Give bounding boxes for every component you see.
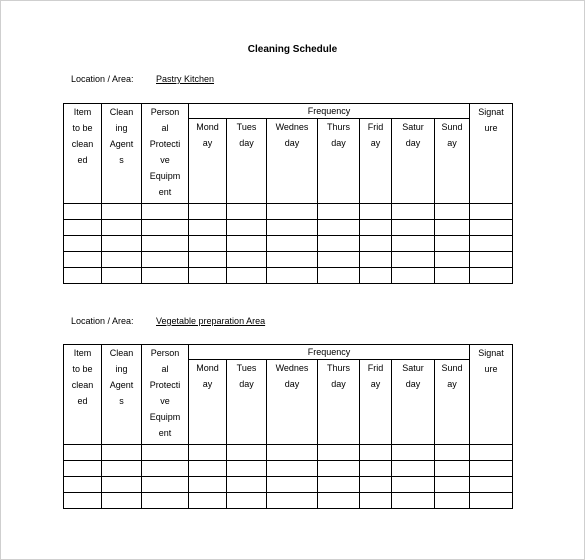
cell[interactable] [64, 252, 102, 268]
cell[interactable] [64, 461, 102, 477]
cell[interactable] [392, 477, 435, 493]
cell[interactable] [189, 252, 227, 268]
header-day-monday: Mond ay [189, 360, 227, 445]
cell[interactable] [360, 477, 392, 493]
cell[interactable] [102, 445, 142, 461]
cell[interactable] [189, 477, 227, 493]
header-day-saturday: Satur day [392, 360, 435, 445]
cell[interactable] [435, 461, 470, 477]
cell[interactable] [318, 236, 360, 252]
cell[interactable] [142, 493, 189, 509]
cell[interactable] [64, 477, 102, 493]
cell[interactable] [392, 252, 435, 268]
cell[interactable] [360, 204, 392, 220]
cell[interactable] [318, 268, 360, 284]
cell[interactable] [227, 252, 267, 268]
header-item: Item to be clean ed [64, 345, 102, 445]
cell[interactable] [64, 493, 102, 509]
cell[interactable] [142, 236, 189, 252]
header-cleaning-agents: Clean ing Agent s [102, 345, 142, 445]
cell[interactable] [470, 477, 513, 493]
cell[interactable] [470, 268, 513, 284]
cleaning-table-2 [63, 344, 513, 509]
cell[interactable] [189, 461, 227, 477]
cell[interactable] [360, 445, 392, 461]
header-day-friday: Frid ay [360, 360, 392, 445]
cell[interactable] [189, 220, 227, 236]
cell[interactable] [142, 461, 189, 477]
cell[interactable] [267, 220, 318, 236]
table-row [64, 445, 513, 461]
cell[interactable] [318, 220, 360, 236]
cell[interactable] [267, 204, 318, 220]
cell[interactable] [227, 493, 267, 509]
header-day-wednesday: Wednes day [267, 119, 318, 204]
cell[interactable] [102, 252, 142, 268]
cell[interactable] [435, 236, 470, 252]
cell[interactable] [435, 268, 470, 284]
table-row [64, 493, 513, 509]
cell[interactable] [318, 493, 360, 509]
cell[interactable] [227, 204, 267, 220]
cell[interactable] [470, 252, 513, 268]
table-row [64, 220, 513, 236]
cell[interactable] [64, 445, 102, 461]
cell[interactable] [64, 236, 102, 252]
cell[interactable] [318, 461, 360, 477]
cell[interactable] [189, 204, 227, 220]
header-day-wednesday: Wednes day [267, 360, 318, 445]
cell[interactable] [470, 461, 513, 477]
table-row [64, 461, 513, 477]
cell[interactable] [318, 252, 360, 268]
cell[interactable] [435, 477, 470, 493]
cell[interactable] [435, 493, 470, 509]
header-day-tuesday: Tues day [227, 119, 267, 204]
header-day-sunday: Sund ay [435, 360, 470, 445]
cell[interactable] [392, 445, 435, 461]
header-day-thursday: Thurs day [318, 360, 360, 445]
cell[interactable] [392, 204, 435, 220]
header-frequency: Frequency [189, 104, 470, 119]
cell[interactable] [360, 493, 392, 509]
location-value: Vegetable preparation Area [156, 316, 266, 326]
header-item: Item to be clean ed [64, 104, 102, 204]
cell[interactable] [227, 236, 267, 252]
header-ppe: Person al Protecti ve Equipm ent [142, 345, 189, 445]
cell[interactable] [64, 204, 102, 220]
cell[interactable] [227, 461, 267, 477]
cell[interactable] [102, 493, 142, 509]
cell[interactable] [102, 268, 142, 284]
cell[interactable] [318, 445, 360, 461]
cell[interactable] [470, 220, 513, 236]
cell[interactable] [64, 268, 102, 284]
cell[interactable] [360, 461, 392, 477]
cell[interactable] [360, 252, 392, 268]
cell[interactable] [267, 477, 318, 493]
cell[interactable] [102, 236, 142, 252]
header-day-sunday: Sund ay [435, 119, 470, 204]
cell[interactable] [267, 445, 318, 461]
cell[interactable] [227, 268, 267, 284]
cell[interactable] [392, 461, 435, 477]
cell[interactable] [360, 236, 392, 252]
cell[interactable] [142, 252, 189, 268]
cell[interactable] [267, 268, 318, 284]
header-day-thursday: Thurs day [318, 119, 360, 204]
cell[interactable] [470, 493, 513, 509]
table-row [64, 268, 513, 284]
cell[interactable] [189, 445, 227, 461]
location-label: Location / Area: [71, 74, 134, 84]
header-day-saturday: Satur day [392, 119, 435, 204]
cell[interactable] [435, 445, 470, 461]
cleaning-table-1 [63, 103, 513, 284]
cell[interactable] [470, 236, 513, 252]
cell[interactable] [227, 445, 267, 461]
header-signature: Signat ure [470, 104, 513, 204]
location-line-2 [71, 316, 266, 326]
cell[interactable] [227, 220, 267, 236]
cell[interactable] [142, 477, 189, 493]
cell[interactable] [64, 220, 102, 236]
cell[interactable] [189, 268, 227, 284]
cell[interactable] [435, 204, 470, 220]
cell[interactable] [435, 252, 470, 268]
cell[interactable] [470, 445, 513, 461]
cell[interactable] [267, 236, 318, 252]
cell[interactable] [435, 220, 470, 236]
table-row [64, 252, 513, 268]
location-label: Location / Area: [71, 316, 134, 326]
cell[interactable] [267, 461, 318, 477]
header-day-tuesday: Tues day [227, 360, 267, 445]
cell[interactable] [227, 477, 267, 493]
cell[interactable] [392, 220, 435, 236]
cell[interactable] [318, 204, 360, 220]
cell[interactable] [470, 204, 513, 220]
cell[interactable] [142, 204, 189, 220]
cell[interactable] [360, 268, 392, 284]
header-day-friday: Frid ay [360, 119, 392, 204]
table-row [64, 204, 513, 220]
header-day-monday: Mond ay [189, 119, 227, 204]
cell[interactable] [142, 445, 189, 461]
header-signature: Signat ure [470, 345, 513, 445]
page-title: Cleaning Schedule [247, 44, 338, 55]
table-row [64, 236, 513, 252]
cell[interactable] [318, 477, 360, 493]
location-line-1 [71, 74, 215, 84]
cell[interactable] [102, 461, 142, 477]
cell[interactable] [142, 220, 189, 236]
cell[interactable] [142, 268, 189, 284]
cell[interactable] [102, 204, 142, 220]
location-value: Pastry Kitchen [156, 74, 215, 84]
cell[interactable] [267, 493, 318, 509]
cell[interactable] [392, 268, 435, 284]
cell[interactable] [392, 493, 435, 509]
cell[interactable] [102, 477, 142, 493]
cell[interactable] [102, 220, 142, 236]
header-frequency: Frequency [189, 345, 470, 360]
header-ppe: Person al Protecti ve Equipm ent [142, 104, 189, 204]
cell[interactable] [267, 252, 318, 268]
cell[interactable] [360, 220, 392, 236]
cell[interactable] [189, 236, 227, 252]
header-cleaning-agents: Clean ing Agent s [102, 104, 142, 204]
cell[interactable] [189, 493, 227, 509]
table-row [64, 477, 513, 493]
cell[interactable] [392, 236, 435, 252]
